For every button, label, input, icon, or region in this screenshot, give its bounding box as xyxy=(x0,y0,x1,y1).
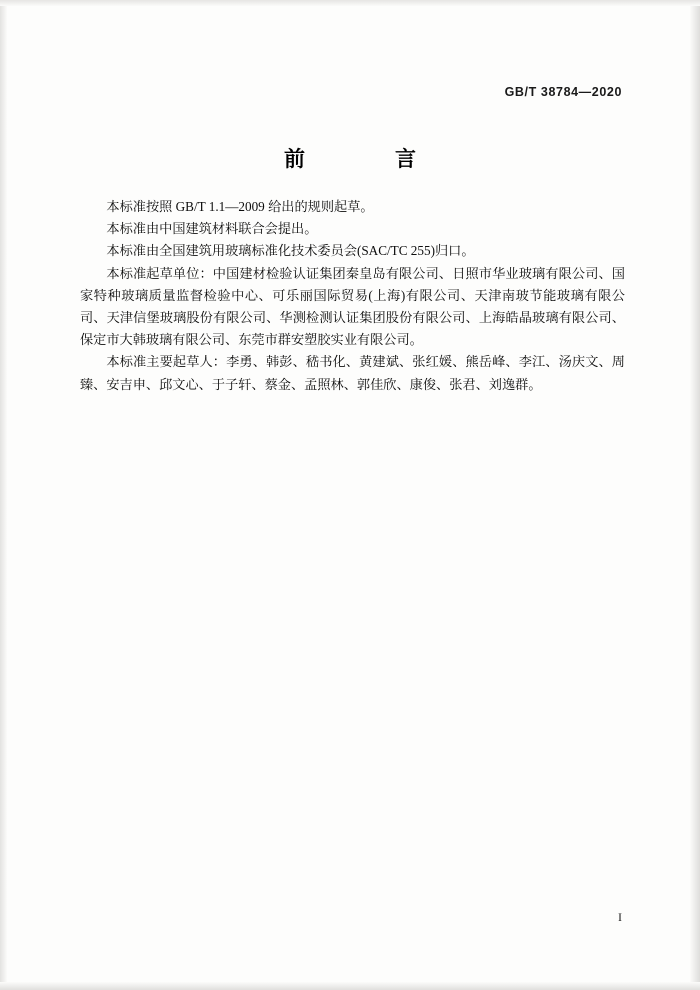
paragraph-3: 本标准由全国建筑用玻璃标准化技术委员会(SAC/TC 255)归口。 xyxy=(106,243,475,259)
paragraph-1: 本标准按照 GB/T 1.1—2009 给出的规则起草。 xyxy=(106,199,374,214)
page-title: 前 言 xyxy=(284,146,432,171)
foreword-body xyxy=(80,196,625,396)
paragraph-4: 本标准起草单位：中国建材检验认证集团秦皇岛有限公司、日照市华业玻璃有限公司、国家特种玻璃质量监督检验中心、可乐丽国际贸易(上海)有限公司、天津南玻节能玻璃有限公司、天津信堡玻璃股份有限公司、华测检测认证集团股份有限公司、上海皓晶玻璃有限公司、保定市大韩玻璃有限公司、东莞市群安塑胶实业有限公司。 xyxy=(80,265,625,348)
paragraph-5: 本标准主要起草人：李勇、韩彭、嵇书化、黄建斌、张红媛、熊岳峰、李江、汤庆文、周臻、安吉申、邱文心、于子轩、蔡金、孟照林、郭佳欣、康俊、张君、刘逸群。 xyxy=(80,354,625,392)
document-header-standard-number: GB/T 38784—2020 xyxy=(504,85,622,99)
page-edge-top xyxy=(0,0,700,6)
page-edge-bottom xyxy=(0,982,700,990)
paragraph-2: 本标准由中国建筑材料联合会提出。 xyxy=(106,221,318,237)
page-number: I xyxy=(618,910,622,924)
